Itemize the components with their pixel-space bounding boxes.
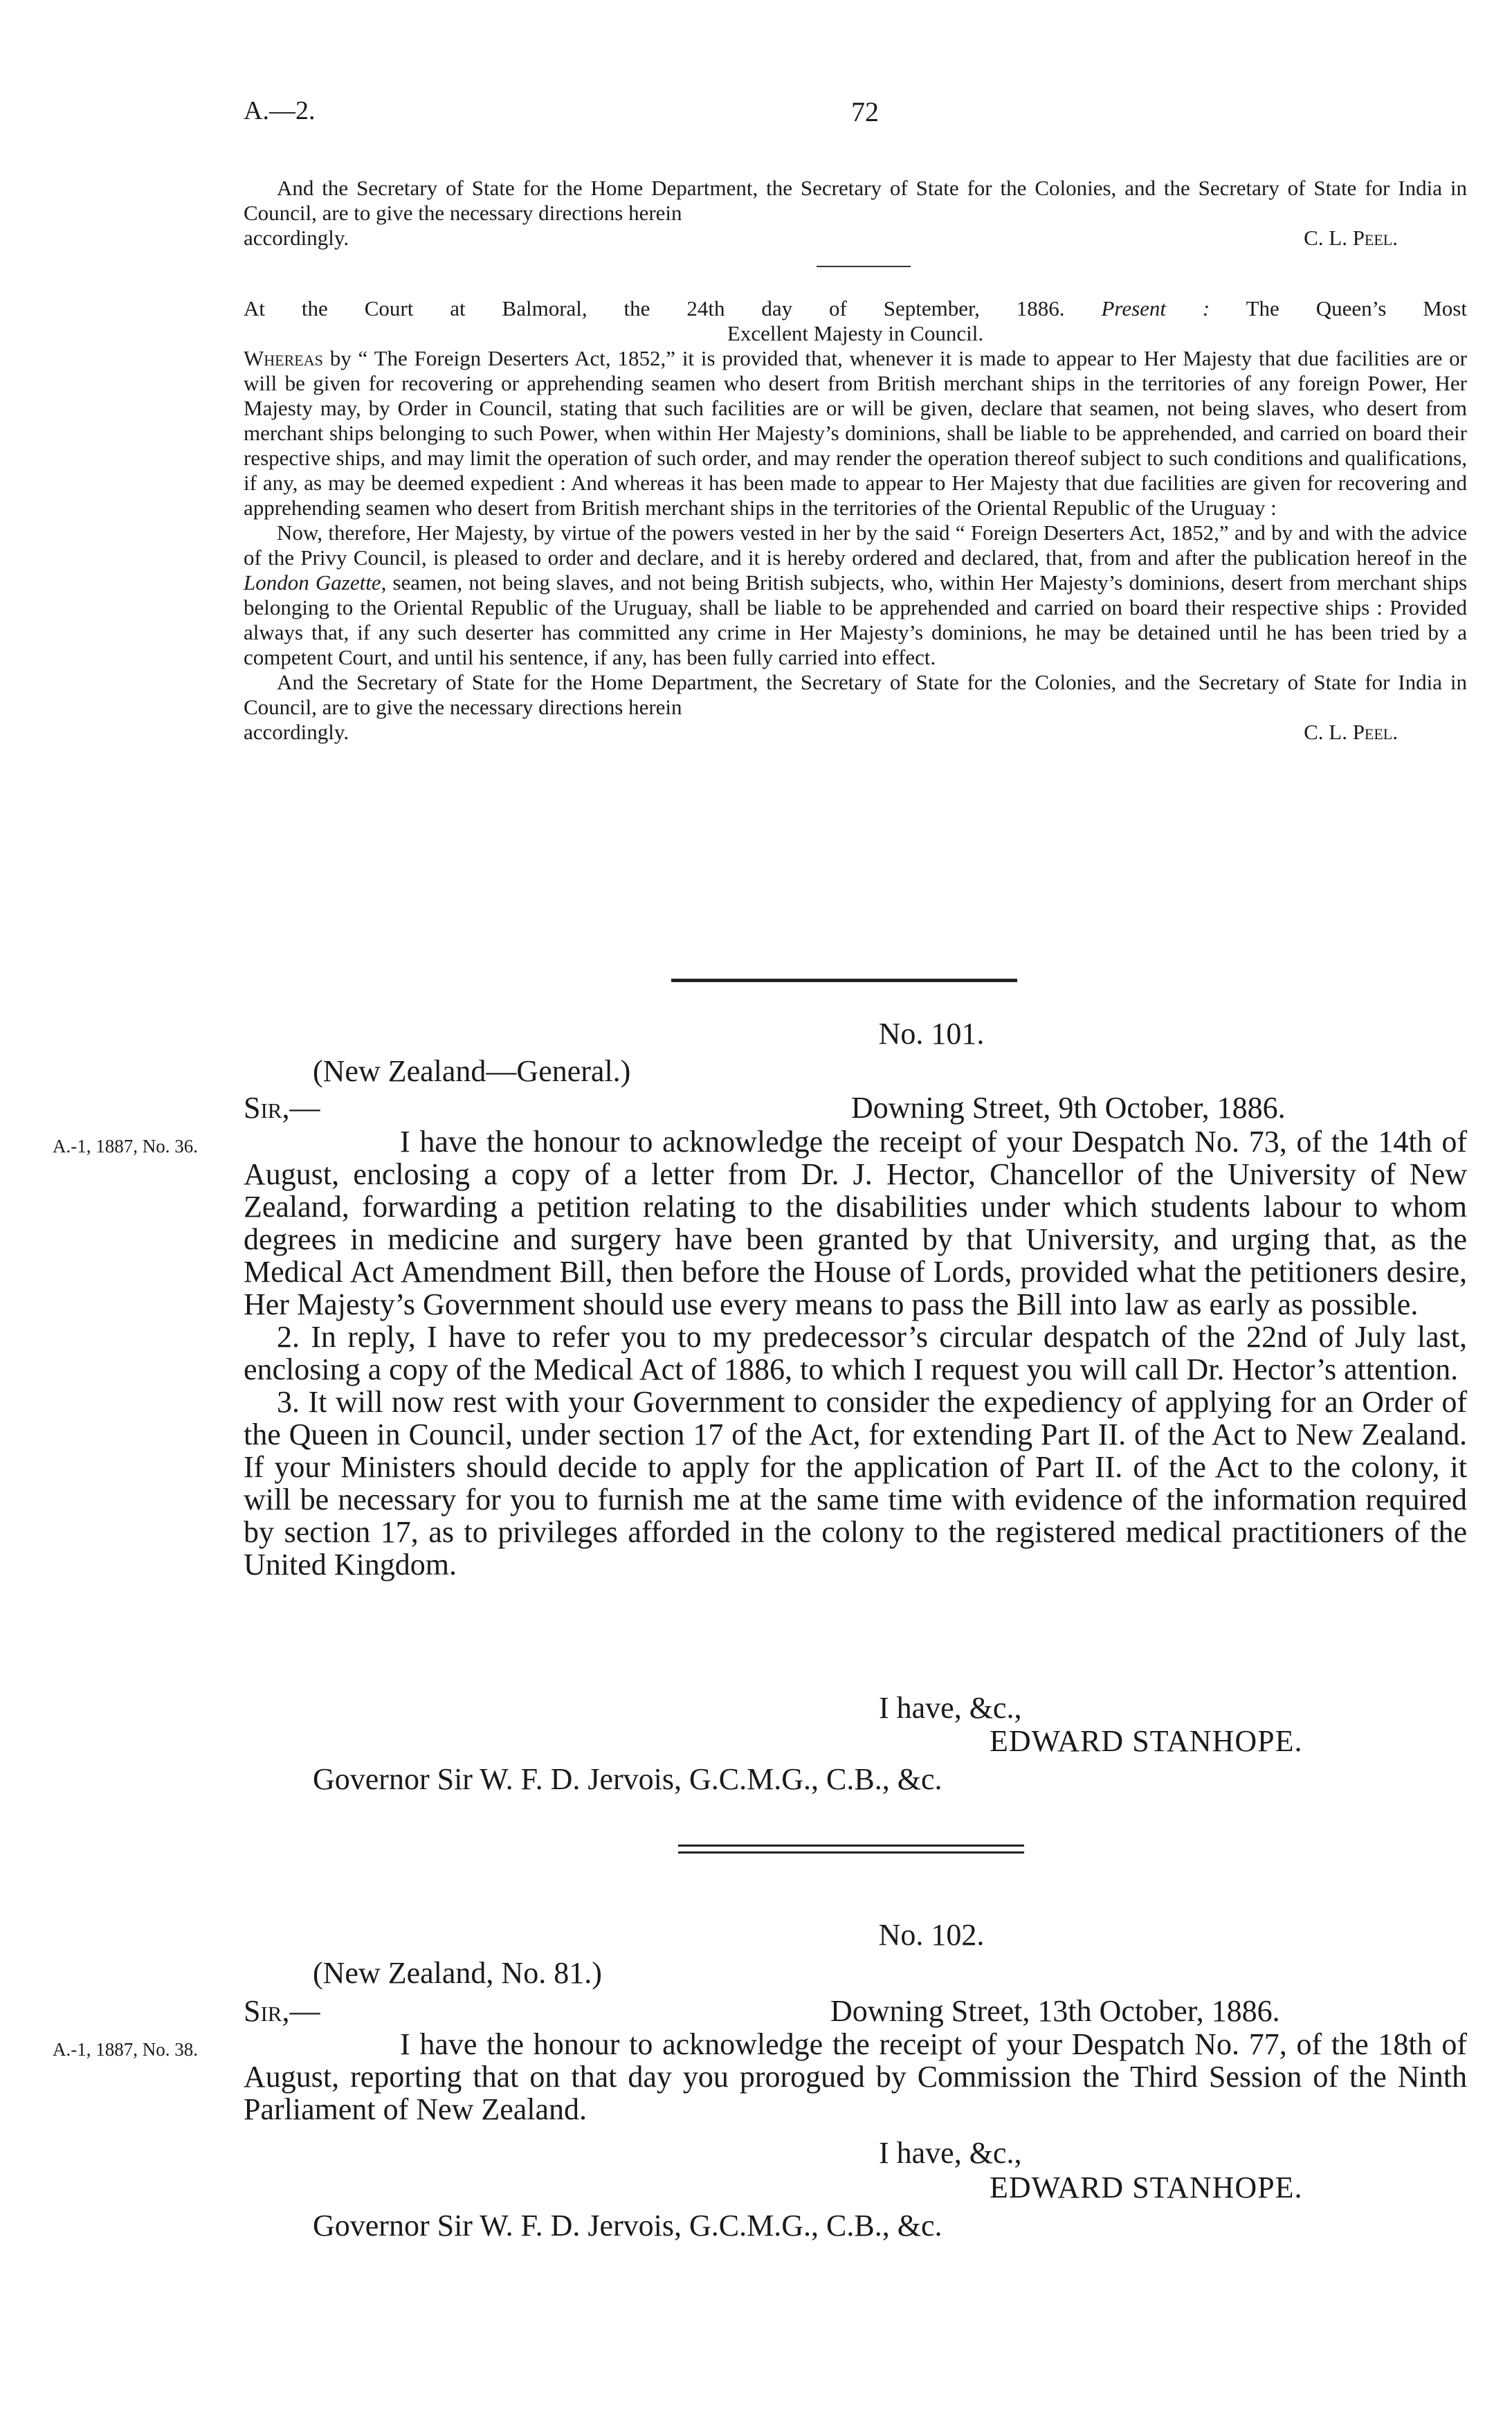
signature-peel-2: C. L. Peel. — [1304, 720, 1398, 744]
signature-peel-1: C. L. Peel. — [1304, 226, 1398, 250]
previous-order-accordingly: accordingly. — [244, 226, 349, 250]
despatch-102-para1: I have the honour to acknowledge the receipt of your Despatch No. 77, of the 18th of August, reporting that on that day you prorogued by Commission the Third Session of the Ninth Parliament of New Zealand. — [244, 2027, 1467, 2126]
despatch-102-body — [244, 2028, 1467, 2126]
previous-order-closing — [244, 226, 1467, 251]
despatch-101-salutation: Sir,— — [244, 1091, 320, 1125]
order-heading-present: Present : — [1101, 296, 1210, 320]
order-heading — [244, 296, 1467, 321]
order-in-council — [244, 296, 1467, 745]
series-label: A.—2. — [244, 96, 316, 125]
previous-order-paragraph: And the Secretary of State for the Home Department, the Secretary of State for the Colonies, and the Secretary of State for India in Council, are to give the necessary directions herein — [244, 176, 1467, 225]
despatch-102-closing: I have, &c., — [879, 2136, 1022, 2170]
order-heading-line2: Excellent Majesty in Council. — [727, 321, 984, 345]
page-number: 72 — [851, 96, 879, 127]
order-whereas-paragraph — [244, 346, 1467, 520]
despatch-102-ref: (New Zealand, No. 81.) — [313, 1956, 602, 1990]
thick-rule — [671, 979, 1017, 982]
order-now-therefore-paragraph — [244, 520, 1467, 670]
despatch-101-number: No. 101. — [878, 1017, 985, 1051]
despatch-101-para2: 2. In reply, I have to refer you to my predecessor’s circular despatch of the 22nd of July last, enclosing a copy of the Medical Act of 1886, to which I request you will call Dr. Hector’s attention. — [244, 1320, 1467, 1386]
despatch-102-margin-note: A.-1, 1887, No. 38. — [53, 2039, 198, 2060]
despatch-102-place-date: Downing Street, 13th October, 1886. — [830, 1994, 1280, 2028]
despatch-101-closing: I have, &c., — [879, 1691, 1022, 1725]
despatch-102-signature: EDWARD STANHOPE. — [990, 2171, 1303, 2204]
despatch-101-body — [244, 1125, 1467, 1581]
previous-order-tail — [244, 176, 1467, 251]
order-closing-line — [244, 720, 1467, 745]
london-gazette: London Gazette, — [244, 570, 387, 595]
order-heading-queen: The Queen’s Most — [1246, 296, 1467, 320]
despatch-101-margin-note: A.-1, 1887, No. 36. — [53, 1136, 198, 1157]
despatch-101-ref: (New Zealand—General.) — [313, 1054, 631, 1088]
double-rule-bottom — [678, 1851, 1024, 1854]
despatch-101-para1: I have the honour to acknowledge the receipt of your Despatch No. 73, of the 14th of August, enclosing a copy of a letter from Dr. J. Hector, Chancellor of the University of New Zealand, forwarding a petition relating to the disabilities under which students labour to whom degrees in medicine and surgery have been granted by that University, and urging that, as the Medical Act Amendment Bill, then before the House of Lords, provided what the petitioners desire, Her Majesty’s Government should use every means to pass the Bill into law as early as possible. — [244, 1125, 1467, 1321]
despatch-102-addressee: Governor Sir W. F. D. Jervois, G.C.M.G., C.B., &c. — [313, 2209, 942, 2243]
despatch-102-salutation: Sir,— — [244, 1994, 320, 2028]
now-text-b: seamen, not being slaves, and not being British subjects, who, within Her Majesty’s dominions, desert from merchant ships belonging to the Oriental Republic of the Uruguay, shall be liable to be apprehended and carried on board their respective ships : Provided always that, if any such deserter has committed any crime in Her Majesty’s dominions, he may be detained until he has been tried by a competent Court, and until his sentence, if any, has been fully carried into effect. — [244, 570, 1468, 669]
order-accordingly: accordingly. — [244, 720, 349, 744]
order-closing-paragraph: And the Secretary of State for the Home Department, the Secretary of State for the Colonies, and the Secretary of State for India in Council, are to give the necessary directions herein — [244, 670, 1467, 719]
order-heading-place-date: At the Court at Balmoral, the 24th day of September, 1886. — [244, 296, 1065, 320]
double-rule-top — [678, 1845, 1024, 1847]
despatch-101-addressee: Governor Sir W. F. D. Jervois, G.C.M.G., C.B., &c. — [313, 1762, 942, 1796]
despatch-101-para3: 3. It will now rest with your Government to consider the expediency of applying for an Order of the Queen in Council, under section 17 of the Act, for extending Part II. of the Act to New Zealand. If your Ministers should decide to apply for the application of Part II. of the Act to the colony, it will be necessary for you to furnish me at the same time with evidence of the information required by section 17, as to privileges afforded in the colony to the registered medical practitioners of the United Kingdom. — [244, 1385, 1467, 1582]
whereas-word: Whereas — [244, 346, 323, 370]
short-rule — [817, 266, 911, 267]
despatch-101-signature: EDWARD STANHOPE. — [990, 1724, 1303, 1758]
now-text-a: Now, therefore, Her Majesty, by virtue of the powers vested in her by the said “ Foreign Deserters Act, 1852,” and by and with the advice of the Privy Council, is pleased to order and declare, and it is hereby ordered and declared, that, from and after the publication hereof in the — [244, 520, 1467, 570]
despatch-102-number: No. 102. — [878, 1918, 985, 1952]
despatch-101-place-date: Downing Street, 9th October, 1886. — [851, 1091, 1286, 1125]
whereas-text: by “ The Foreign Deserters Act, 1852,” it is provided that, whenever it is made to appear to Her Majesty that due facilities are or will be given for recovering or apprehending seamen who desert from British merchant ships in the territories of any foreign Power, Her Majesty may, by Order in Council, stating that such facilities are or will be given, declare that seamen, not being slaves, who desert from merchant ships belonging to such Power, when within Her Majesty’s dominions, shall be liable to be apprehended, and carried on board their respective ships, and may limit the operation of such order, and may render the operation thereof subject to such conditions and qualifications, if any, as may be deemed expedient : And whereas it has been made to appear to Her Majesty that due facilities are given for recovering and apprehending seamen who desert from British merchant ships in the territories of the Oriental Republic of the Uruguay : — [244, 346, 1467, 520]
